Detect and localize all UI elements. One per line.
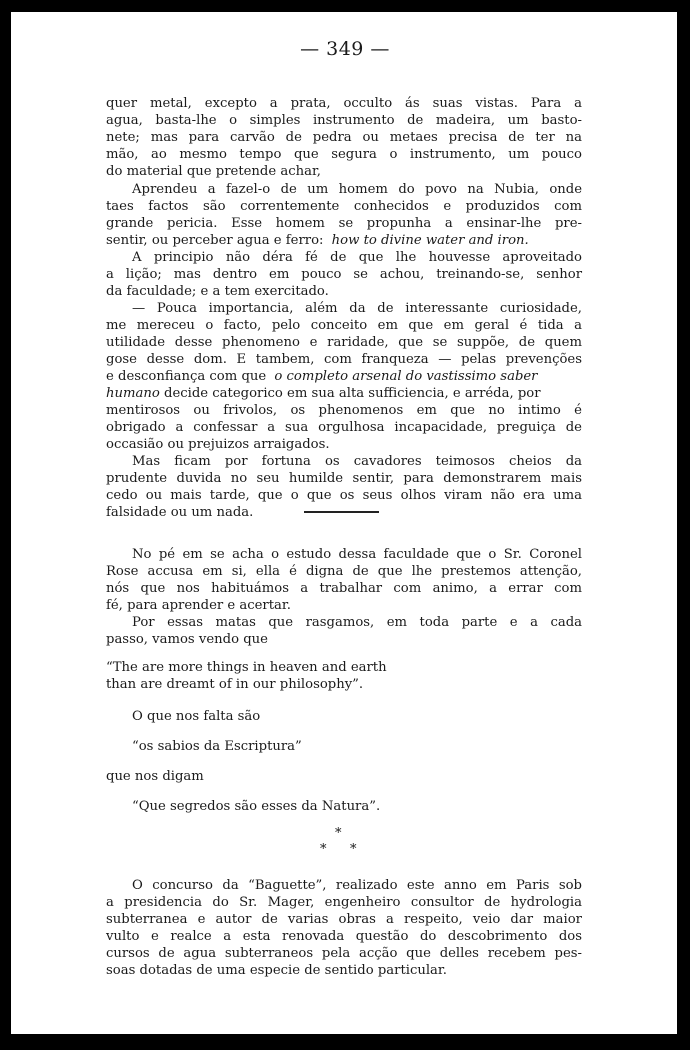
section-divider — [304, 511, 379, 513]
text-line: a lição; mas dentro em pouco se achou, treinando-se, senhor — [106, 267, 582, 282]
italic-text: how to divine water and iron. — [331, 233, 529, 248]
text-line: obrigado a confessar a sua orgulhosa incapacidade, preguiça de — [106, 420, 582, 435]
asterism-star: * — [350, 842, 357, 857]
text-line: passo, vamos vendo que — [106, 632, 268, 647]
page-number: — 349 — — [300, 38, 390, 60]
text-line: A principio não déra fé de que lhe houvesse aproveitado — [132, 250, 582, 265]
asterism-star: * — [335, 826, 342, 841]
text-line — [106, 368, 538, 385]
text-line: Por essas matas que rasgamos, em toda parte e a cada — [132, 615, 582, 630]
quote-line: “Que segredos são esses da Natura”. — [132, 799, 381, 814]
text-line: utilidade desse phenomeno e raridade, que se suppõe, de quem — [106, 335, 582, 350]
text-line: quer metal, excepto a prata, occulto ás suas vistas. Para a — [106, 96, 582, 111]
text-line: Mas ficam por fortuna os cavadores teimosos cheios da — [132, 454, 582, 469]
text-line: taes factos são correntemente conhecidos e produzidos com — [106, 199, 582, 214]
text-line: O que nos falta são — [132, 709, 261, 724]
text-line: subterranea e autor de varias obras a respeito, veio dar maior — [106, 912, 582, 927]
text-line: Rose accusa em si, ella é digna de que lhe prestemos attenção, — [106, 564, 582, 579]
text-line: Aprendeu a fazel-o de um homem do povo na Nubia, onde — [132, 182, 582, 197]
text-line: me mereceu o facto, pelo conceito em que em geral é tida a — [106, 318, 582, 333]
text-line: agua, basta-lhe o simples instrumento de madeira, um basto- — [106, 113, 582, 128]
text-line — [106, 232, 529, 249]
text-line: No pé em se acha o estudo dessa faculdade que o Sr. Coronel — [132, 547, 582, 562]
text-line: occasião ou prejuizos arraigados. — [106, 437, 330, 452]
text-line: que nos digam — [106, 769, 204, 784]
text-span: e desconfiança com que — [106, 369, 267, 384]
text-line: soas dotadas de uma especie de sentido particular. — [106, 963, 447, 978]
text-line: nós que nos habituámos a trabalhar com animo, a errar com — [106, 581, 582, 596]
text-line: nete; mas para carvão de pedra ou metaes precisa de ter na — [106, 130, 582, 145]
text-line: mentirosos ou frivolos, os phenomenos em que no intimo é — [106, 403, 582, 418]
quote-line: than are dreamt of in our philosophy”. — [106, 677, 364, 692]
text-span: decide categorico em sua alta sufficiencia, e arréda, por — [164, 386, 541, 401]
text-line: gose desse dom. E tambem, com franqueza — pelas prevenções — [106, 352, 582, 367]
text-line — [106, 385, 541, 402]
text-line: — Pouca importancia, além da de interessante curiosidade, — [132, 301, 582, 316]
text-line: vulto e realce a esta renovada questão do descobrimento dos — [106, 929, 582, 944]
text-line: O concurso da “Baguette”, realizado este anno em Paris sob — [132, 878, 582, 893]
text-line: cursos de agua subterraneos pela acção que delles recebem pes- — [106, 946, 582, 961]
text-line: a presidencia do Sr. Mager, engenheiro consultor de hydrologia — [106, 895, 582, 910]
text-line: falsidade ou um nada. — [106, 505, 254, 520]
text-line: fé, para aprender e acertar. — [106, 598, 291, 613]
text-line: cedo ou mais tarde, que o que os seus olhos viram não era uma — [106, 488, 582, 503]
quote-line: “os sabios da Escriptura” — [132, 739, 302, 754]
italic-text: o completo arsenal do vastissimo saber — [274, 369, 538, 384]
text-line: da faculdade; e a tem exercitado. — [106, 284, 329, 299]
text-span: sentir, ou perceber agua e ferro: — [106, 233, 324, 248]
text-line: grande pericia. Esse homem se propunha a ensinar-lhe pre- — [106, 216, 582, 231]
asterism-star: * — [320, 842, 327, 857]
quote-line: “The are more things in heaven and earth — [106, 660, 387, 675]
italic-text: humano — [106, 386, 160, 401]
text-line: prudente duvida no seu humilde sentir, para demonstrarem mais — [106, 471, 582, 486]
text-line: mão, ao mesmo tempo que segura o instrumento, um pouco — [106, 147, 582, 162]
text-line: do material que pretende achar, — [106, 164, 322, 179]
